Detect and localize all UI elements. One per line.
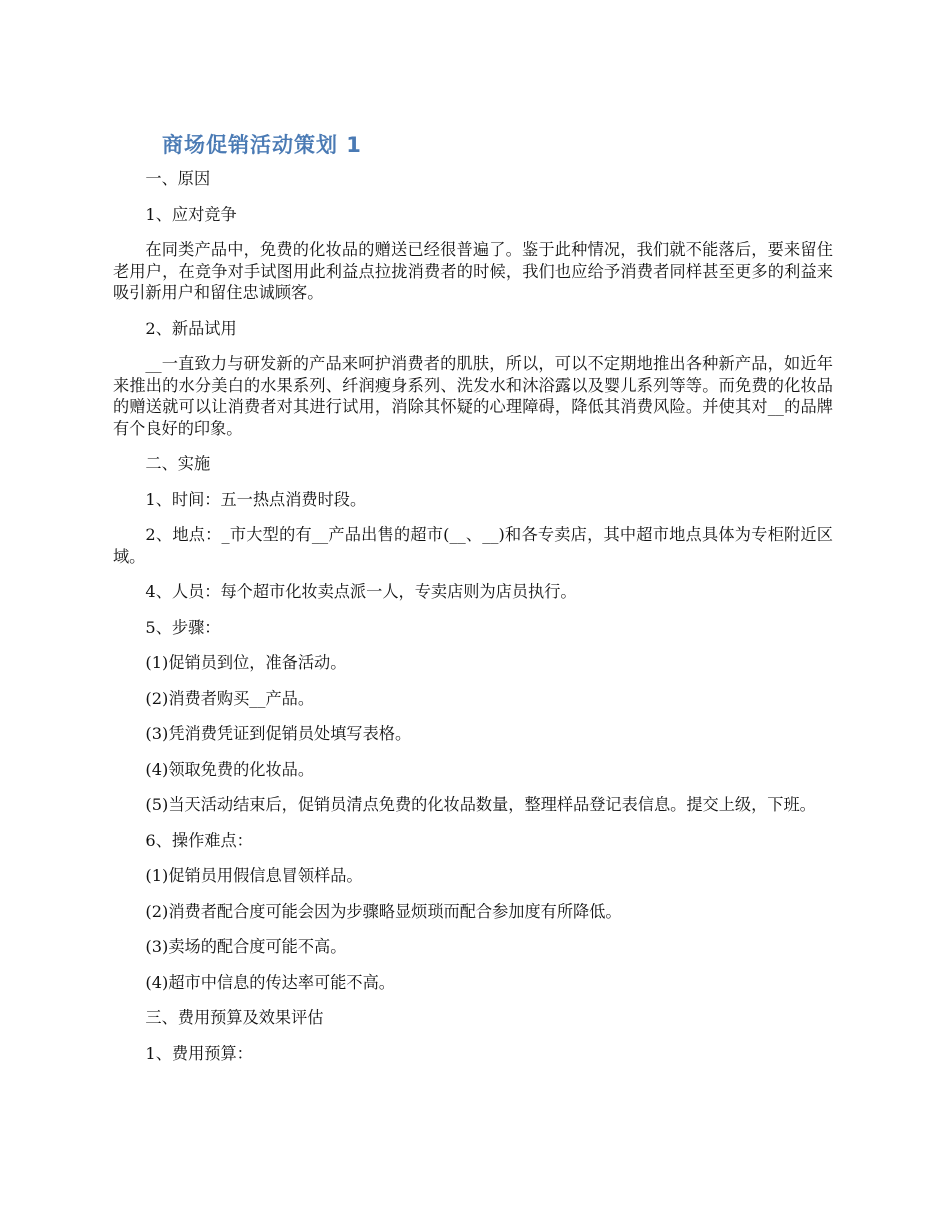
document-title: 商场促销活动策划 1 — [162, 133, 362, 157]
section-heading-budget: 三、费用预算及效果评估 — [145, 1008, 324, 1027]
paragraph-competition: 在同类产品中，免费的化妆品的赠送已经很普遍了。鉴于此种情况，我们就不能落后，要来留住老用户，在竞争对手试图用此利益点拉拢消费者的时候，我们也应给予消费者同样甚至更多的利益来吸引新用户和留住忠诚顾客。 — [113, 240, 833, 302]
item-budget: 1、费用预算： — [145, 1043, 253, 1063]
step-4: (4)领取免费的化妆品。 — [145, 759, 315, 779]
section-heading-implementation: 二、实施 — [145, 454, 211, 473]
step-5: (5)当天活动结束后，促销员清点免费的化妆品数量，整理样品登记表信息。提交上级，下班。 — [145, 795, 816, 814]
difficulty-2: (2)消费者配合度可能会因为步骤略显烦琐而配合参加度有所降低。 — [145, 901, 622, 921]
item-staff: 4、人员：每个超市化妆卖点派一人，专卖店则为店员执行。 — [145, 582, 577, 601]
difficulty-4: (4)超市中信息的传达率可能不高。 — [145, 972, 395, 992]
step-3: (3)凭消费凭证到促销员处填写表格。 — [145, 724, 412, 743]
item-steps: 5、步骤： — [145, 617, 221, 637]
step-2: (2)消费者购买__产品。 — [145, 688, 315, 708]
step-1: (1)促销员到位，准备活动。 — [145, 653, 347, 672]
subheading-new-product-trial: 2、新品试用 — [145, 318, 237, 338]
difficulty-1: (1)促销员用假信息冒领样品。 — [145, 866, 363, 885]
item-difficulties: 6、操作难点： — [145, 830, 253, 850]
item-location: 2、地点：_市大型的有__产品出售的超市(__、__)和各专卖店，其中超市地点具体为专柜附近区域。 — [113, 525, 833, 566]
subheading-competition: 1、应对竞争 — [145, 204, 237, 224]
paragraph-new-product-trial: __一直致力与研发新的产品来呵护消费者的肌肤，所以，可以不定期地推出各种新产品，如近年来推出的水分美白的水果系列、纤润瘦身系列、洗发水和沐浴露以及婴儿系列等等。而免费的化妆品的赠送就可以让消费者对其进行试用，消除其怀疑的心理障碍，降低其消费风险。并使其对__的品牌有个良好的印象。 — [113, 354, 833, 438]
difficulty-3: (3)卖场的配合度可能不高。 — [145, 937, 347, 956]
section-heading-reason: 一、原因 — [145, 169, 211, 188]
document-body — [113, 168, 833, 1078]
item-time: 1、时间：五一热点消费时段。 — [145, 489, 367, 509]
